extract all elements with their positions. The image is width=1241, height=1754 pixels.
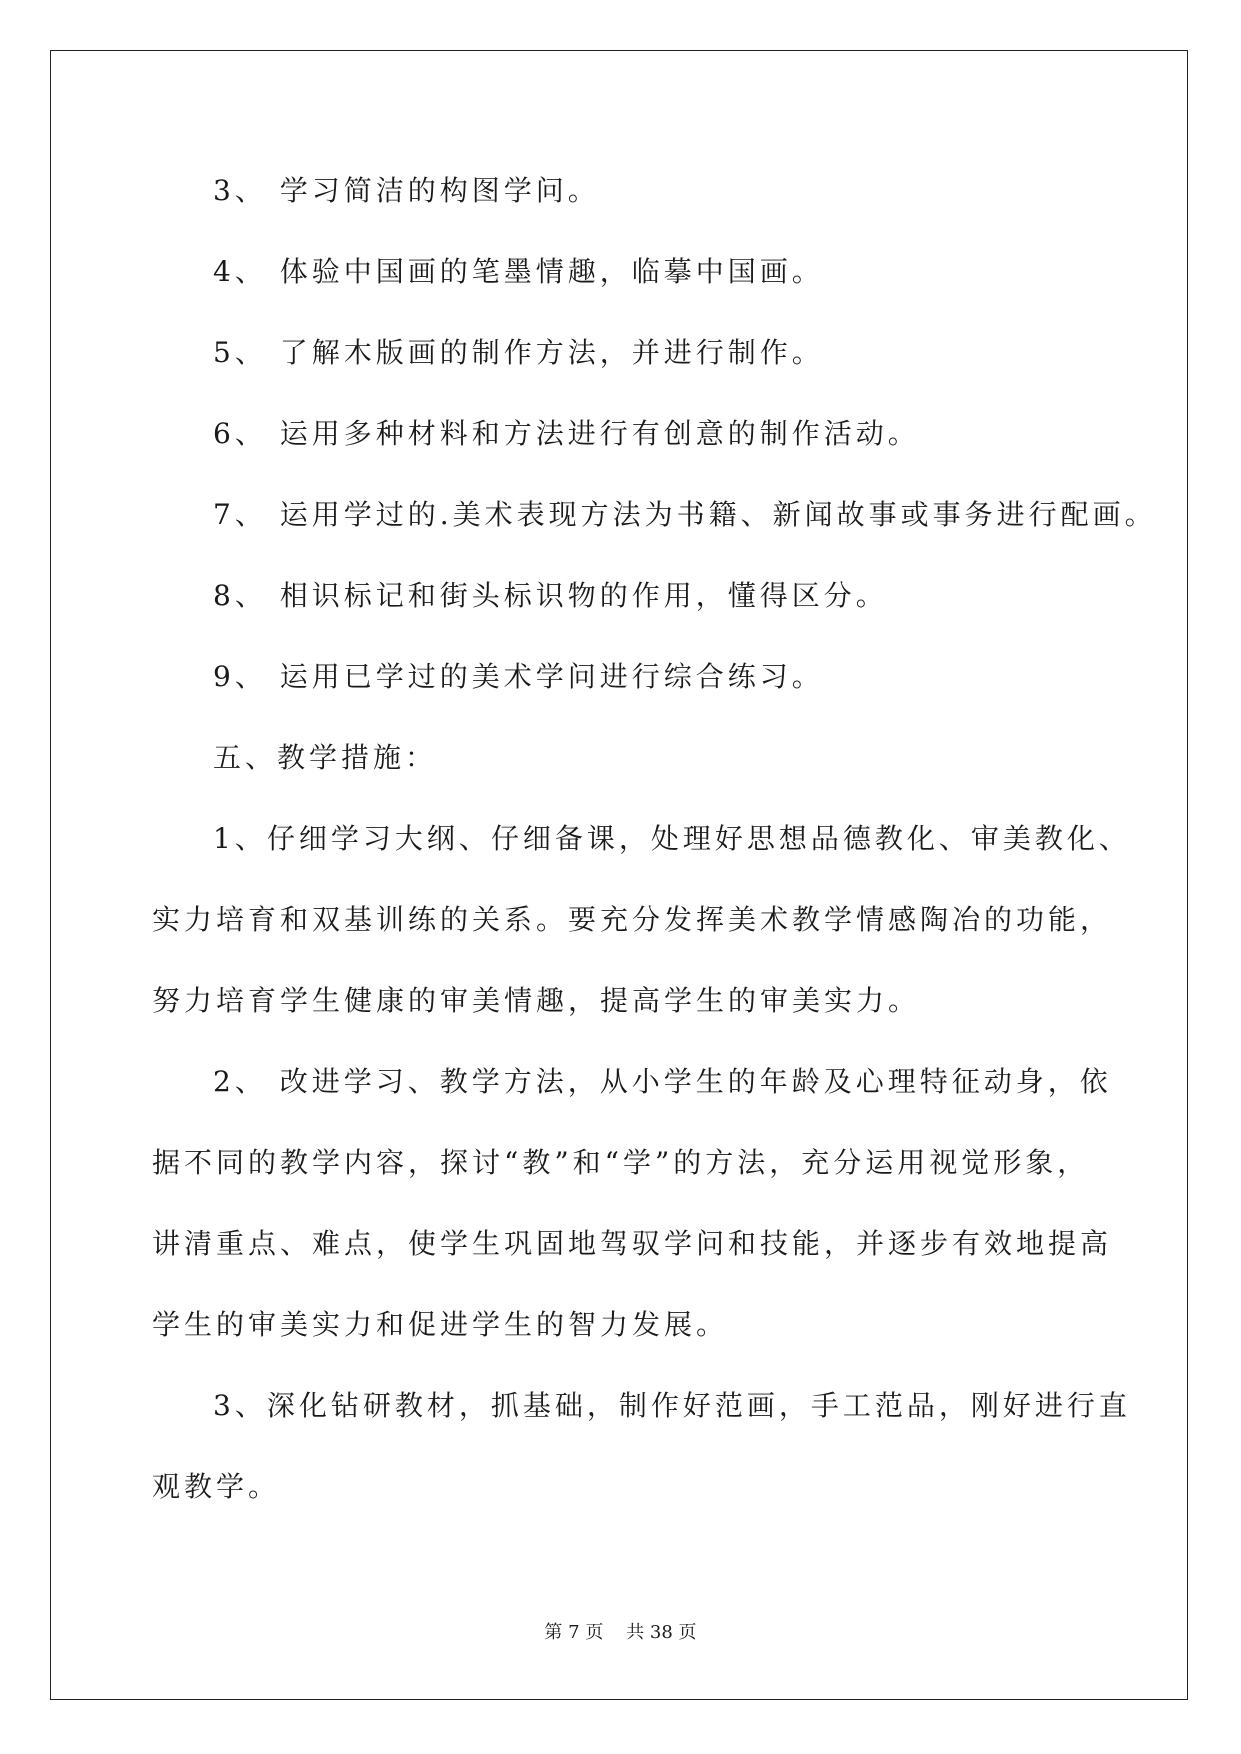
paragraph-line: 2、 改进学习、教学方法，从小学生的年龄及心理特征动身，依 <box>213 1065 1112 1098</box>
paragraph-line: 努力培育学生健康的审美情趣，提高学生的审美实力。 <box>152 984 921 1017</box>
list-item: 9、 运用已学过的美术学问进行综合练习。 <box>213 660 824 693</box>
page-border <box>50 50 1188 1700</box>
list-item: 6、 运用多种材料和方法进行有创意的制作活动。 <box>213 417 920 450</box>
page-footer: 第 7 页 共 38 页 <box>544 1622 697 1643</box>
paragraph-line: 3、深化钻研教材，抓基础，制作好范画，手工范品，刚好进行直 <box>213 1389 1131 1422</box>
paragraph-line: 讲清重点、难点，使学生巩固地驾驭学问和技能，并逐步有效地提高 <box>152 1227 1113 1260</box>
list-item: 5、 了解木版画的制作方法，并进行制作。 <box>213 336 824 369</box>
section-heading: 五、教学措施： <box>213 741 438 774</box>
paragraph-line: 观教学。 <box>152 1470 281 1503</box>
list-item: 4、 体验中国画的笔墨情趣，临摹中国画。 <box>213 255 824 288</box>
list-item: 7、 运用学过的.美术表现方法为书籍、新闻故事或事务进行配画。 <box>213 498 1157 531</box>
paragraph-line: 据不同的教学内容，探讨“教”和“学”的方法，充分运用视觉形象， <box>152 1146 1090 1179</box>
paragraph-line: 学生的审美实力和促进学生的智力发展。 <box>152 1308 729 1341</box>
paragraph-line: 实力培育和双基训练的关系。要充分发挥美术教学情感陶冶的功能， <box>152 903 1113 936</box>
list-item: 3、 学习简洁的构图学问。 <box>213 174 600 207</box>
list-item: 8、 相识标记和街头标识物的作用，懂得区分。 <box>213 579 888 612</box>
paragraph-line: 1、仔细学习大纲、仔细备课，处理好思想品德教化、审美教化、 <box>213 822 1131 855</box>
